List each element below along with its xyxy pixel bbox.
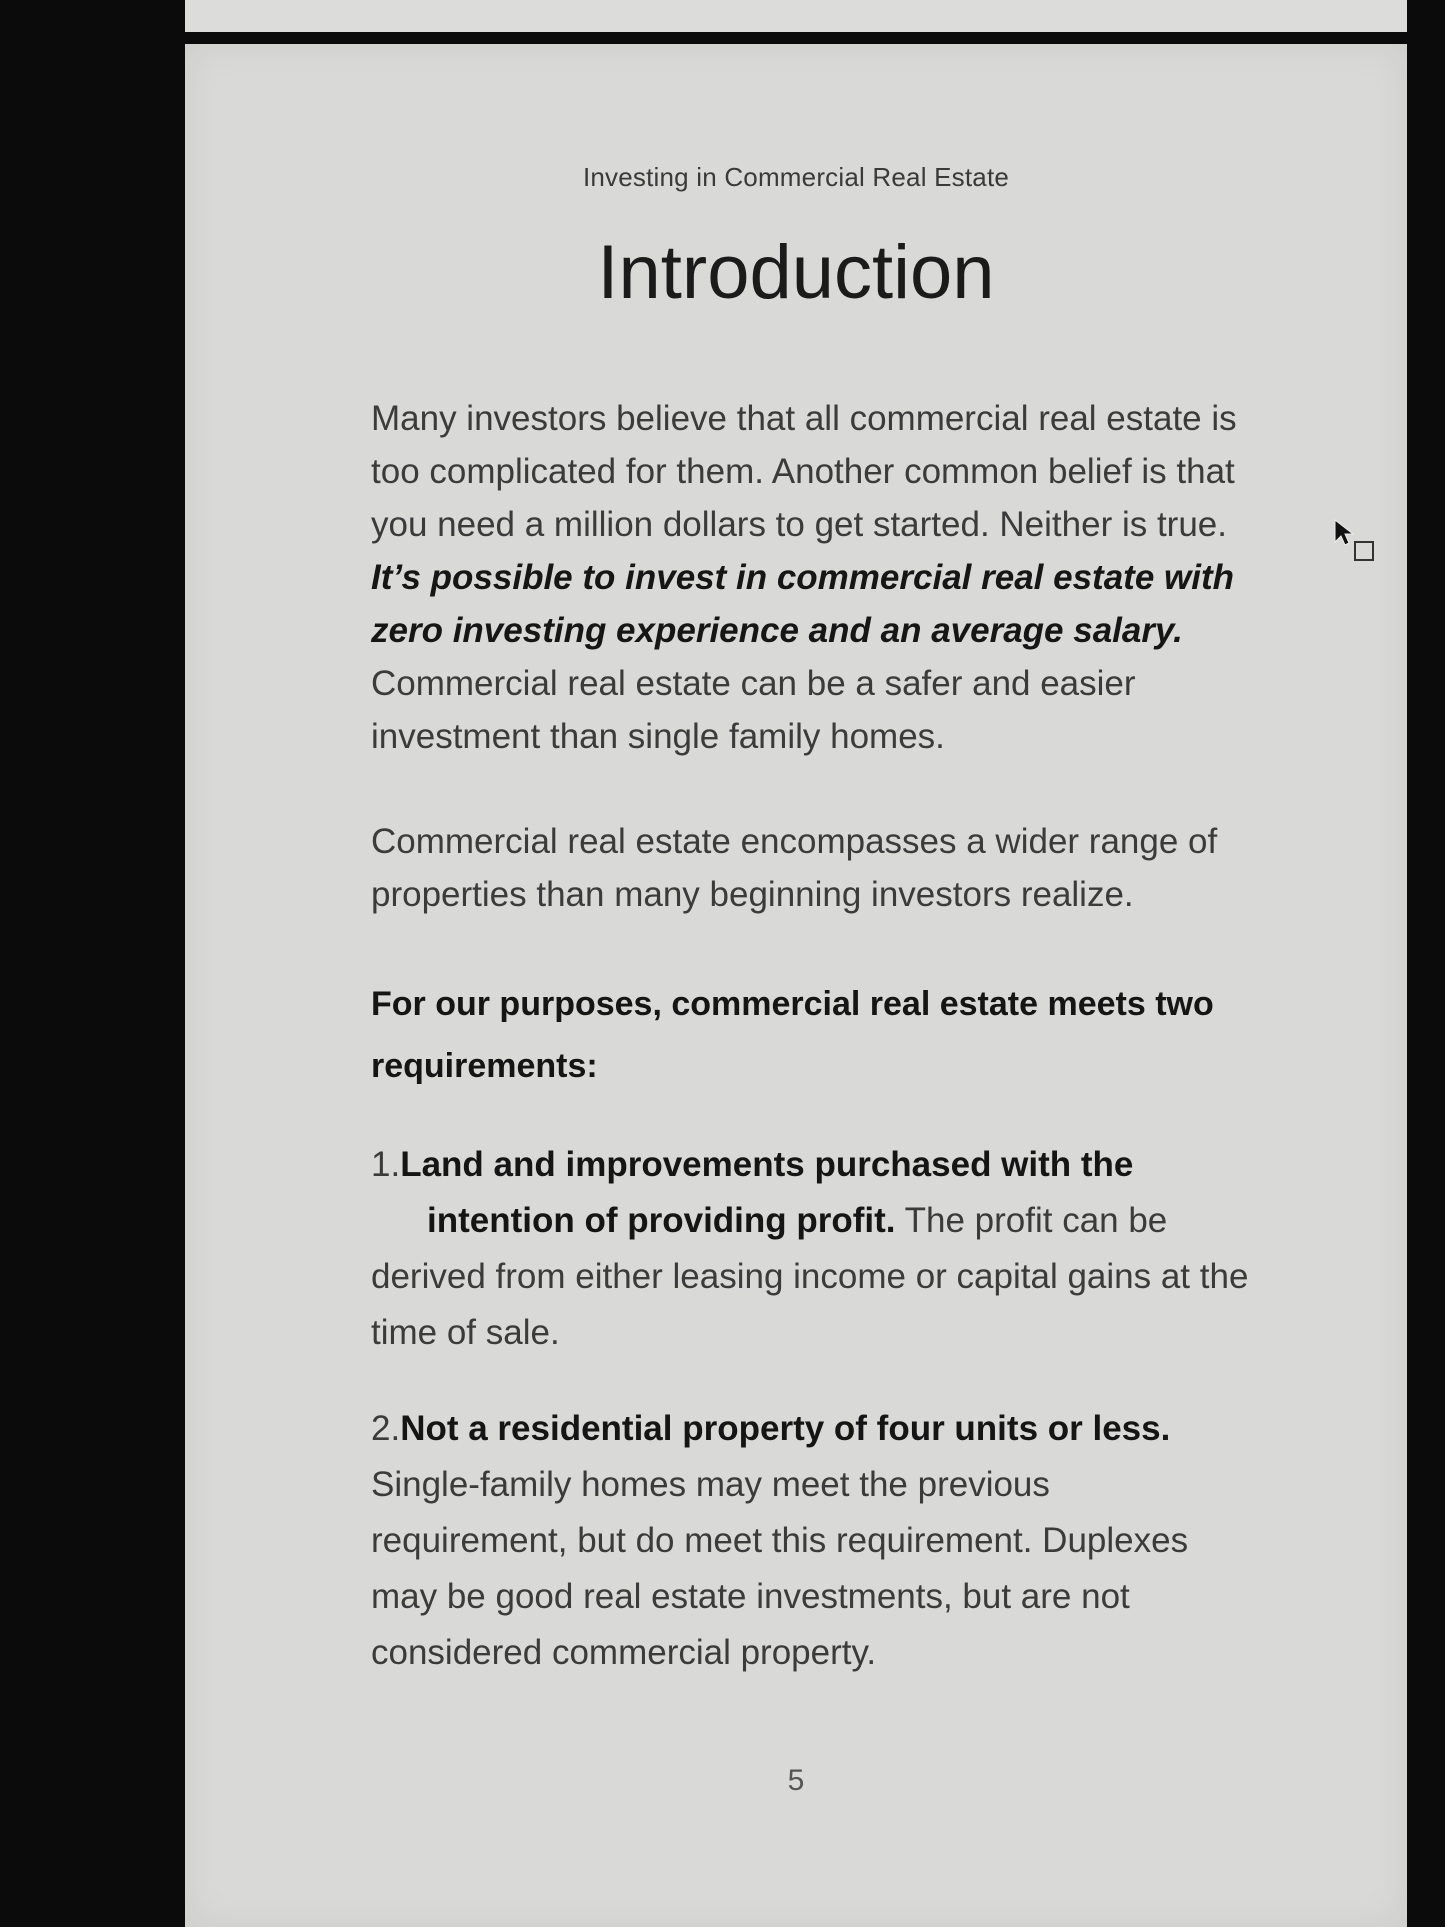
intro-text-a: Many investors believe that all commercial real estate is too complicated for them. Another common belief is that you need a million dollars to get started. Neither is true. (371, 399, 1237, 544)
previous-page-edge (185, 0, 1407, 32)
running-header: Investing in Commercial Real Estate (582, 162, 1010, 192)
page-number: 5 (787, 1764, 805, 1797)
requirement-text: The profit can be derived from either leasing income or capital gains at the time of sale. (371, 1201, 1249, 1352)
range-paragraph: Commercial real estate encompasses a wider range of properties than many beginning investors realize. (371, 822, 1218, 914)
requirement-bold-a: Land and improvements purchased with the (400, 1145, 1134, 1184)
chapter-title: Introduction (597, 230, 995, 315)
requirement-text: Single-family homes may meet the previous requirement, but do meet this requirement. Duplexes may be good real estate investments, but are not considered commercial property. (371, 1465, 1189, 1672)
requirement-bold-a: Not a residential property of four units or less. (400, 1409, 1171, 1448)
requirement-number: 2. (371, 1409, 401, 1448)
mouse-cursor-icon (1333, 518, 1381, 566)
intro-emphasis-b: zero investing experience and an average salary. (371, 611, 1183, 650)
requirement-item-1 (371, 1137, 1251, 1361)
intro-emphasis-a: It’s possible to invest in commercial real estate with (371, 558, 1234, 597)
intro-paragraph (371, 392, 1251, 763)
requirements-intro: For our purposes, commercial real estate meets two requirements: (371, 985, 1214, 1085)
document-page (185, 44, 1407, 1927)
page-body (371, 392, 1251, 1721)
intro-text-b: Commercial real estate can be a safer and easier investment than single family homes. (371, 664, 1136, 756)
requirement-item-2 (371, 1401, 1251, 1681)
requirement-bold-b: intention of providing profit. (427, 1201, 896, 1240)
requirement-number: 1. (371, 1145, 401, 1184)
